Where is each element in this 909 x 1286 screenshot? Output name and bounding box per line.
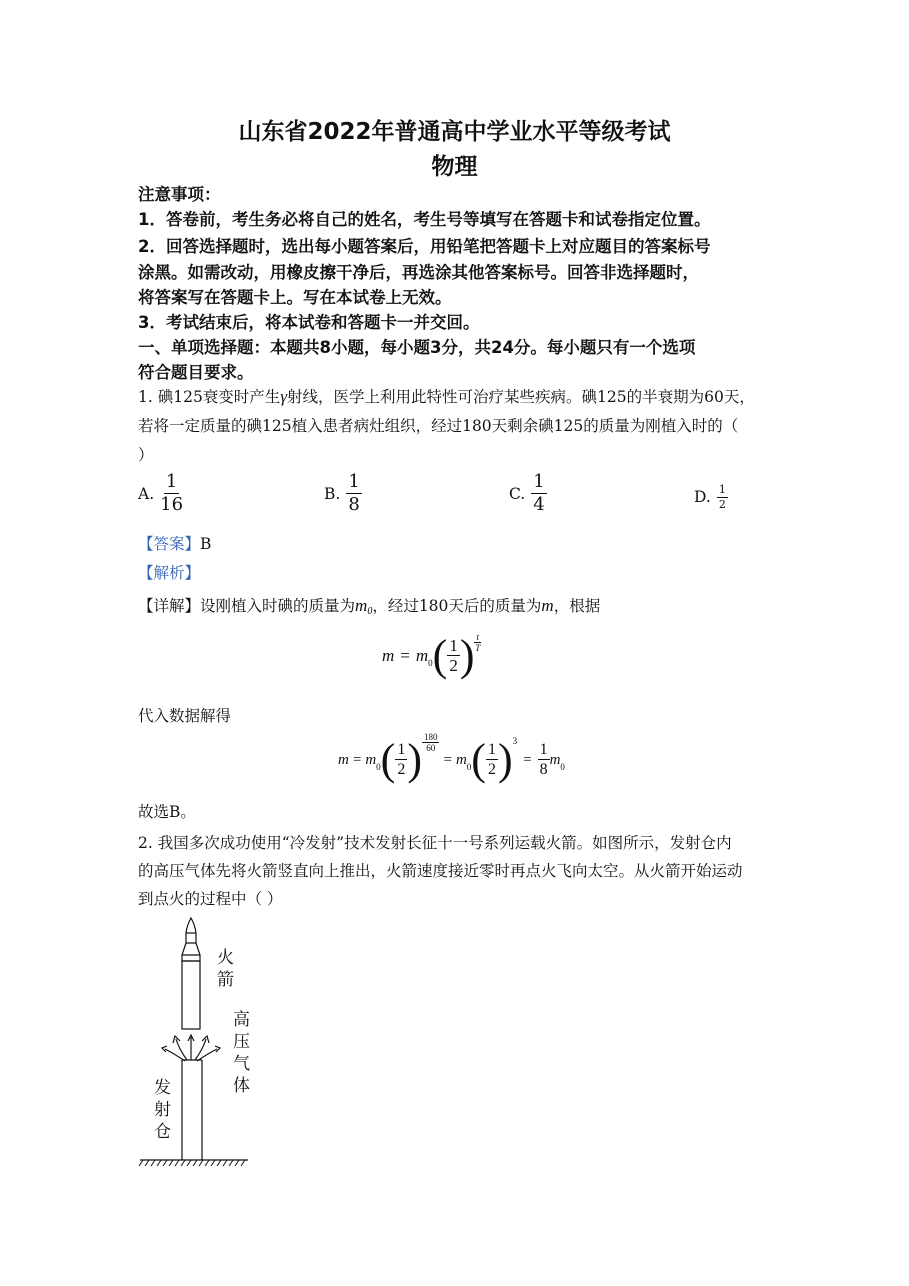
label-rocket: 火: [217, 948, 234, 968]
detail-line: 【详解】设刚植入时碘的质量为m0，经过180天后的质量为m，根据: [138, 596, 601, 617]
substitute-text: 代入数据解得: [138, 707, 232, 725]
label-gas: 体: [233, 1076, 250, 1096]
gas-arrow: [197, 1049, 217, 1061]
answer-line: [138, 532, 211, 554]
q2-stem-line2: 的高压气体先将火箭竖直向上推出，火箭速度接近零时再点火飞向太空。从火箭开始运动: [138, 862, 743, 880]
notice-heading: 注意事项：: [138, 185, 221, 204]
exam-title: 山东省2022年普通高中学业水平等级考试: [238, 119, 671, 145]
result-formula: m = m 0 ( $\frac{1}{2}$ ) $\frac{180}{60}$ = m 0 ( $\frac{1}{2}$ ) 3 = $\frac{1}{8}$ m 0: [338, 732, 565, 784]
detail-tag: 【详解】: [138, 597, 201, 615]
conclusion-text: 故选B。: [138, 803, 196, 821]
q2-stem-line3: 到点火的过程中（ ）: [138, 890, 283, 908]
notice-item: 将答案写在答题卡上。写在本试卷上无效。: [138, 288, 452, 307]
label-silo: 仓: [154, 1122, 171, 1142]
section-heading-cont: 符合题目要求。: [138, 363, 254, 382]
label-silo: 发: [154, 1078, 171, 1098]
q1-option-d: D. $\frac{1}{2}$: [694, 483, 726, 511]
notice-item: 涂黑。如需改动，用橡皮擦干净后，再选涂其他答案标号。回答非选择题时，: [138, 263, 699, 282]
notice-item: 2．回答选择题时，选出每小题答案后，用铅笔把答题卡上对应题目的答案标号: [138, 237, 711, 256]
answer-tag: 【答案】: [138, 535, 201, 553]
label-silo: 射: [154, 1100, 171, 1120]
subject-title: 物理: [431, 154, 478, 180]
rocket-body: [182, 961, 200, 1029]
q2-stem-line1: 2. 我国多次成功使用“冷发射”技术发射长征十一号系列运载火箭。如图所示，发射仓内: [138, 834, 732, 852]
rocket-mid: [182, 943, 200, 961]
q1-option-a: A. $\frac{1}{16}$: [138, 471, 184, 515]
q1-stem-line1: 1. 碘125衰变时产生γ射线，医学上利用此特性可治疗某些疾病。碘125的半衰期为60天，: [138, 387, 755, 406]
label-gas: 气: [233, 1054, 250, 1074]
q1-stem-line2: 若将一定质量的碘125植入患者病灶组织，经过180天剩余碘125的质量为刚植入时的（: [138, 417, 739, 435]
q1-option-b: B. $\frac{1}{8}$: [324, 471, 360, 515]
ground-hatch: [139, 1160, 245, 1166]
section-heading: 一、单项选择题：本题共8小题，每小题3分，共24分。每小题只有一个选项: [138, 338, 696, 357]
q1-stem-line3: ）: [138, 446, 154, 464]
q1-option-c: C. $\frac{1}{4}$: [509, 471, 545, 515]
notice-item: 1．答卷前，考生务必将自己的姓名，考生号等填写在答题卡和试卷指定位置。: [138, 210, 711, 229]
rocket-nose: [186, 918, 196, 943]
label-gas: 压: [233, 1032, 250, 1052]
answer-value: B: [200, 535, 212, 553]
notice-item: 3．考试结束后，将本试卷和答题卡一并交回。: [138, 313, 480, 332]
gamma-symbol: γ: [280, 387, 288, 406]
label-rocket: 箭: [217, 970, 234, 990]
analysis-tag: 【解析】: [138, 564, 201, 582]
label-gas: 高: [233, 1010, 250, 1030]
rocket-launch-figure: [135, 915, 260, 1170]
decay-formula: m = m 0 ( $\frac{1}{2}$ ) $\frac{t}{T}$: [382, 631, 481, 680]
gas-arrow: [165, 1049, 185, 1061]
